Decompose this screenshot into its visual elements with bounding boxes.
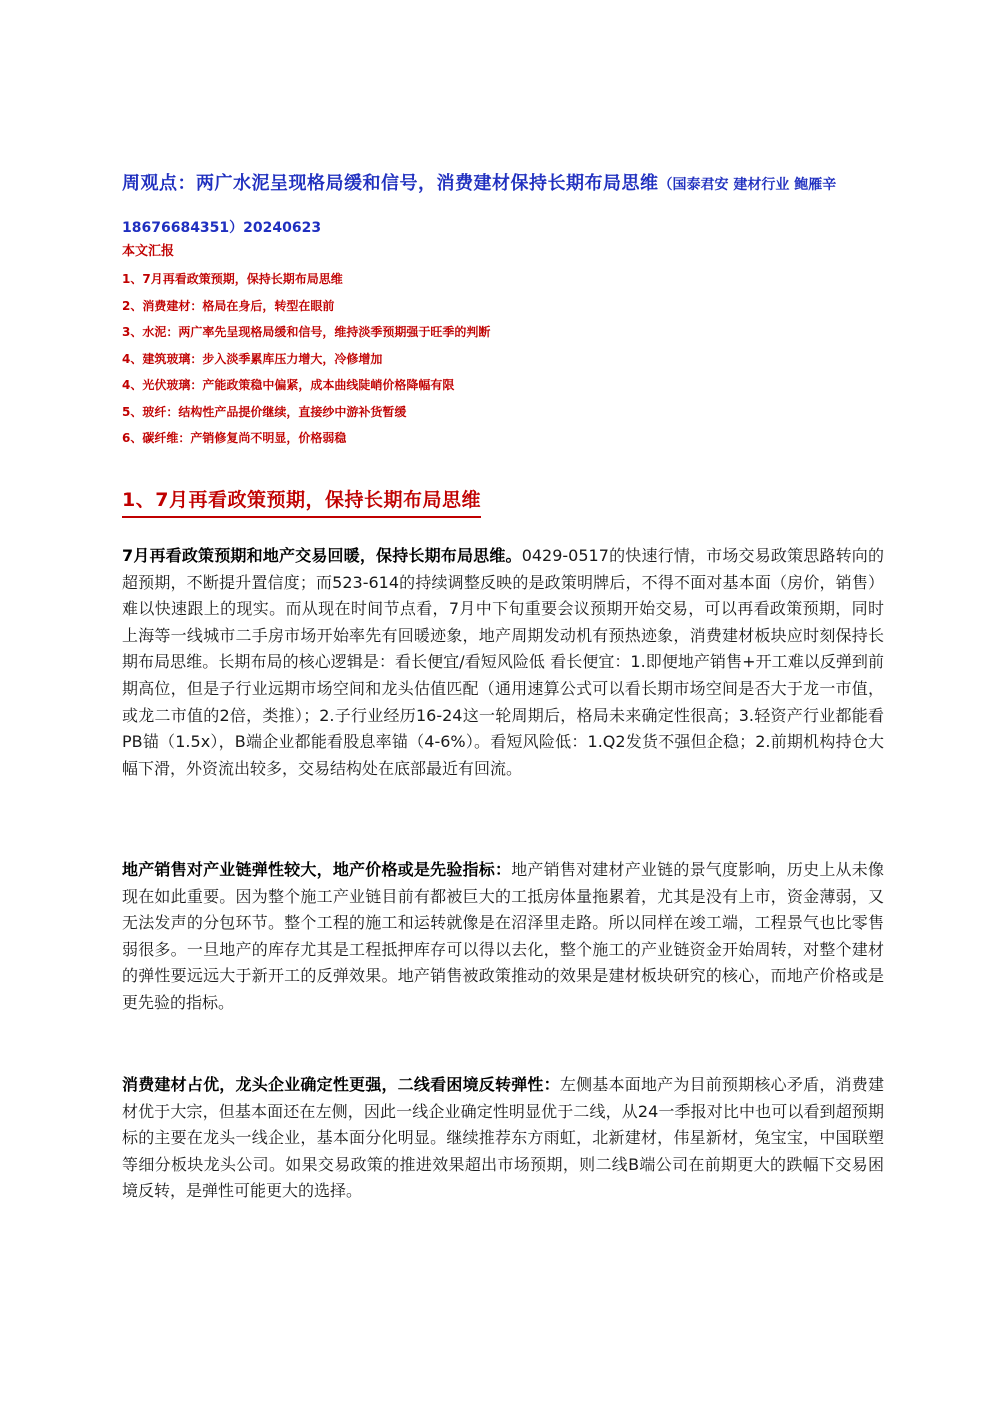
body-paragraph	[122, 1072, 884, 1205]
summary-item: 4、建筑玻璃：步入淡季累库压力增大，冷修增加	[122, 351, 383, 366]
document-title-block	[122, 163, 902, 249]
summary-item: 2、消费建材：格局在身后，转型在眼前	[122, 298, 335, 313]
summary-heading: 本文汇报	[122, 244, 175, 259]
summary-item: 6、碳纤维：产销修复尚不明显，价格弱稳	[122, 431, 347, 445]
paragraph-body: 左侧基本面地产为目前预期核心矛盾，消费建材优于大宗，但基本面还在左侧，因此一线企业确定性明显优于二线，从24一季报对比中也可以看到超预期标的主要在龙头一线企业，基本面分化明显。继续推荐东方雨虹，北新建材，伟星新材，兔宝宝，中国联塑等细分板块龙头公司。如果交易政策的推进效果超出市场预期，则二线B端公司在前期更大的跌幅下交易困境反转，是弹性可能更大的选择。	[122, 1075, 884, 1201]
paragraph-lead: 消费建材占优，龙头企业确定性更强，二线看困境反转弹性：	[122, 1075, 560, 1094]
summary-list	[122, 266, 882, 452]
paragraph-lead: 地产销售对产业链弹性较大，地产价格或是先验指标：	[122, 860, 512, 879]
document-title: 周观点：两广水泥呈现格局缓和信号，消费建材保持长期布局思维	[122, 173, 659, 194]
body-paragraph	[122, 543, 884, 782]
paragraph-lead: 7月再看政策预期和地产交易回暖，保持长期布局思维。	[122, 546, 522, 565]
section-heading: 1、7月再看政策预期，保持长期布局思维	[122, 486, 481, 518]
summary-item: 3、水泥：两广率先呈现格局缓和信号，维持淡季预期强于旺季的判断	[122, 325, 491, 339]
document-title-source: （国泰君安 建材行业 鲍雁辛 18676684351）20240623	[122, 177, 837, 236]
summary-item: 1、7月再看政策预期，保持长期布局思维	[122, 272, 343, 286]
body-paragraph	[122, 857, 884, 1017]
summary-item: 4、光伏玻璃：产能政策稳中偏紧，成本曲线陡峭价格降幅有限	[122, 378, 455, 392]
paragraph-body: 地产销售对建材产业链的景气度影响，历史上从未像现在如此重要。因为整个施工产业链目前有都被巨大的工抵房体量拖累着，尤其是没有上市，资金薄弱，又无法发声的分包环节。整个工程的施工和运转就像是在沼泽里走路。所以同样在竣工端，工程景气也比零售弱很多。一旦地产的库存尤其是工程抵押库存可以得以去化，整个施工的产业链资金开始周转，对整个建材的弹性要远远大于新开工的反弹效果。地产销售被政策推动的效果是建材板块研究的核心，而地产价格或是更先验的指标。	[122, 860, 884, 1012]
paragraph-body: 0429-0517的快速行情，市场交易政策思路转向的超预期，不断提升置信度；而523-614的持续调整反映的是政策明牌后，不得不面对基本面（房价，销售）难以快速跟上的现实。而从现在时间节点看，7月中下旬重要会议预期开始交易，可以再看政策预期，同时上海等一线城市二手房市场开始率先有回暖迹象，地产周期发动机有预热迹象，消费建材板块应时刻保持长期布局思维。长期布局的核心逻辑是：看长便宜/看短风险低 看长便宜：1.即便地产销售+开工难以反弹到前期高位，但是子行业远期市场空间和龙头估值匹配（通用速算公式可以看长期市场空间是否大于龙一市值，或龙二市值的2倍，类推）；2.子行业经历16-24这一轮周期后，格局未来确定性很高；3.轻资产行业都能看PB锚（1.5x），B端企业都能看股息率锚（4-6%）。看短风险低：1.Q2发货不强但企稳；2.前期机构持仓大幅下滑，外资流出较多，交易结构处在底部最近有回流。	[122, 546, 884, 778]
summary-item: 5、玻纤：结构性产品提价继续，直接纱中游补货暂缓	[122, 404, 407, 419]
summary-section	[122, 240, 882, 452]
